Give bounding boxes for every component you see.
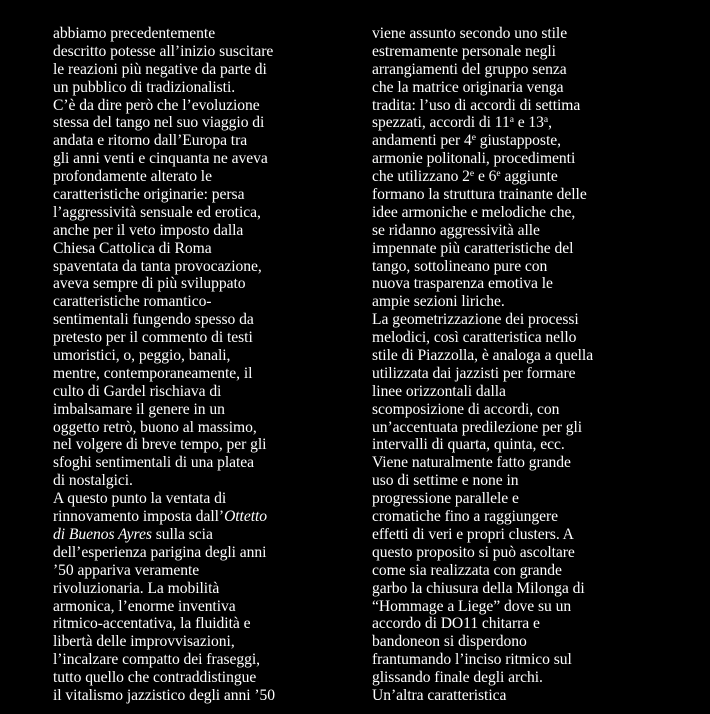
text-line: che la matrice originaria venga	[372, 78, 564, 96]
text-line: stile di Piazzolla, è analoga a quella	[372, 347, 594, 365]
text-fragment: e 6	[474, 168, 497, 186]
text-line: arrangiamenti del gruppo senza	[372, 60, 567, 78]
text-fragment: aggiunte	[500, 168, 558, 186]
text-line: melodici, così caratteristica nello	[372, 329, 577, 347]
text-line: sfoghi sentimentali di una platea	[53, 454, 255, 472]
text-line: idee armoniche e melodiche che,	[372, 203, 576, 221]
text-line: profondamente alterato le	[53, 168, 212, 186]
text-line: La geometrizzazione dei processi	[372, 311, 579, 329]
right-text-column	[372, 25, 672, 705]
text-line: le reazioni più negative da parte di	[53, 60, 267, 78]
text-line: impennate più caratteristiche del	[372, 239, 574, 257]
text-fragment: e 13	[513, 114, 544, 132]
text-line: un pubblico di tradizionalisti.	[53, 78, 236, 96]
italic-title-fragment: Ottetto	[224, 508, 268, 526]
text-line: A questo punto la ventata di	[53, 490, 227, 508]
text-line	[372, 132, 672, 150]
text-line: caratteristiche romantico-	[53, 293, 212, 311]
text-line: come sia realizzata con grande	[372, 561, 562, 579]
text-line: rivoluzionaria. La mobilità	[53, 579, 220, 597]
text-fragment: che utilizzano 2	[372, 168, 470, 186]
text-line: l’incalzare compatto dei fraseggi,	[53, 651, 260, 669]
text-line: caratteristiche originarie: persa	[53, 186, 245, 204]
text-line: accordo di DO11 chitarra e	[372, 615, 540, 633]
text-line: armonica, l’enorme inventiva	[53, 597, 236, 615]
text-line: spaventata da tanta provocazione,	[53, 257, 262, 275]
text-line: imbalsamare il genere in un	[53, 400, 225, 418]
left-text-column	[53, 25, 343, 705]
text-line	[372, 114, 672, 132]
text-line: tango, sottolineano pure con	[372, 257, 548, 275]
text-line: utilizzata dai jazzisti per formare	[372, 364, 576, 382]
text-fragment: rinnovamento imposta dall’	[53, 508, 225, 526]
italic-title-fragment: di Buenos Ayres	[53, 525, 152, 543]
text-line: ’50 appariva veramente	[53, 561, 200, 579]
text-line: sentimentali fungendo spesso da	[53, 311, 254, 329]
text-line: di nostalgici.	[53, 472, 133, 490]
text-line: anche per il veto imposto dalla	[53, 221, 244, 239]
text-line: pretesto per il commento di testi	[53, 329, 253, 347]
text-line: Un’altra caratteristica	[372, 686, 507, 704]
superscript: a	[543, 115, 549, 126]
text-line: tradita: l’uso di accordi di settima	[372, 96, 581, 114]
text-line: ampie sezioni liriche.	[372, 293, 505, 311]
text-line: estremamente personale negli	[372, 42, 556, 60]
text-line: descritto potesse all’inizio suscitare	[53, 42, 274, 60]
text-line: un’accentuata predilezione per gli	[372, 418, 583, 436]
text-line: frantumando l’inciso ritmico sul	[372, 651, 572, 669]
text-line: oggetto retrò, buono al massimo,	[53, 418, 257, 436]
text-line: mentre, contemporaneamente, il	[53, 364, 253, 382]
text-line: formano la struttura trainante delle	[372, 186, 587, 204]
text-line: dell’esperienza parigina degli anni	[53, 543, 267, 561]
text-line: il vitalismo jazzistico degli anni ’50	[53, 686, 275, 704]
text-line: cromatiche fino a raggiungere	[372, 508, 559, 526]
superscript: a	[509, 115, 514, 126]
text-line: Viene naturalmente fatto grande	[372, 454, 571, 472]
text-fragment: andamenti per 4	[372, 132, 472, 150]
text-line: progressione parallele e	[372, 490, 519, 508]
text-line: “Hommage a Liege” dove su un	[372, 597, 572, 615]
text-line: nel volgere di breve tempo, per gli	[53, 436, 267, 454]
text-line: gli anni venti e cinquanta ne aveva	[53, 150, 268, 168]
text-line: Chiesa Cattolica di Roma	[53, 239, 212, 257]
text-line: questo proposito si può ascoltare	[372, 543, 575, 561]
text-line: nuova trasparenza emotiva le	[372, 275, 553, 293]
text-line	[53, 508, 343, 526]
text-line: garbo la chiusura della Milonga di	[372, 579, 585, 597]
text-line: tutto quello che contraddistingue	[53, 669, 257, 687]
text-line: uso di settime e none in	[372, 472, 519, 490]
text-line: C’è da dire però che l’evoluzione	[53, 96, 260, 114]
text-line: culto di Gardel rischiava di	[53, 382, 222, 400]
text-line: scomposizione di accordi, con	[372, 400, 560, 418]
text-fragment: giustapposte,	[475, 132, 561, 150]
text-fragment: sulla scia	[151, 525, 213, 543]
superscript: e	[496, 169, 501, 180]
text-line: se ridanno aggressività alle	[372, 221, 540, 239]
text-line	[372, 168, 672, 186]
text-line: l’aggressività sensuale ed erotica,	[53, 203, 261, 221]
superscript: e	[471, 133, 476, 144]
text-line: armonie politonali, procedimenti	[372, 150, 576, 168]
text-line: umoristici, o, peggio, banali,	[53, 347, 231, 365]
text-line	[53, 526, 343, 544]
text-line: stessa del tango nel suo viaggio di	[53, 114, 265, 132]
text-line: linee orizzontali dalla	[372, 382, 506, 400]
text-fragment: spezzati, accordi di 11	[372, 114, 510, 132]
superscript: e	[469, 169, 475, 180]
text-line: intervalli di quarta, quinta, ecc.	[372, 436, 565, 454]
text-line: bandoneon si disperdono	[372, 633, 527, 651]
text-line: effetti di veri e propri clusters. A	[372, 525, 574, 543]
text-line: andata e ritorno dall’Europa tra	[53, 132, 248, 150]
text-fragment: ,	[548, 114, 552, 132]
text-line: aveva sempre di più sviluppato	[53, 275, 246, 293]
text-line: glissando finale degli archi.	[372, 669, 543, 687]
text-line: viene assunto secondo uno stile	[372, 25, 568, 42]
text-line: abbiamo precedentemente	[53, 25, 216, 42]
text-line: libertà delle improvvisazioni,	[53, 633, 235, 651]
text-line: ritmico-accentativa, la fluidità e	[53, 615, 251, 633]
